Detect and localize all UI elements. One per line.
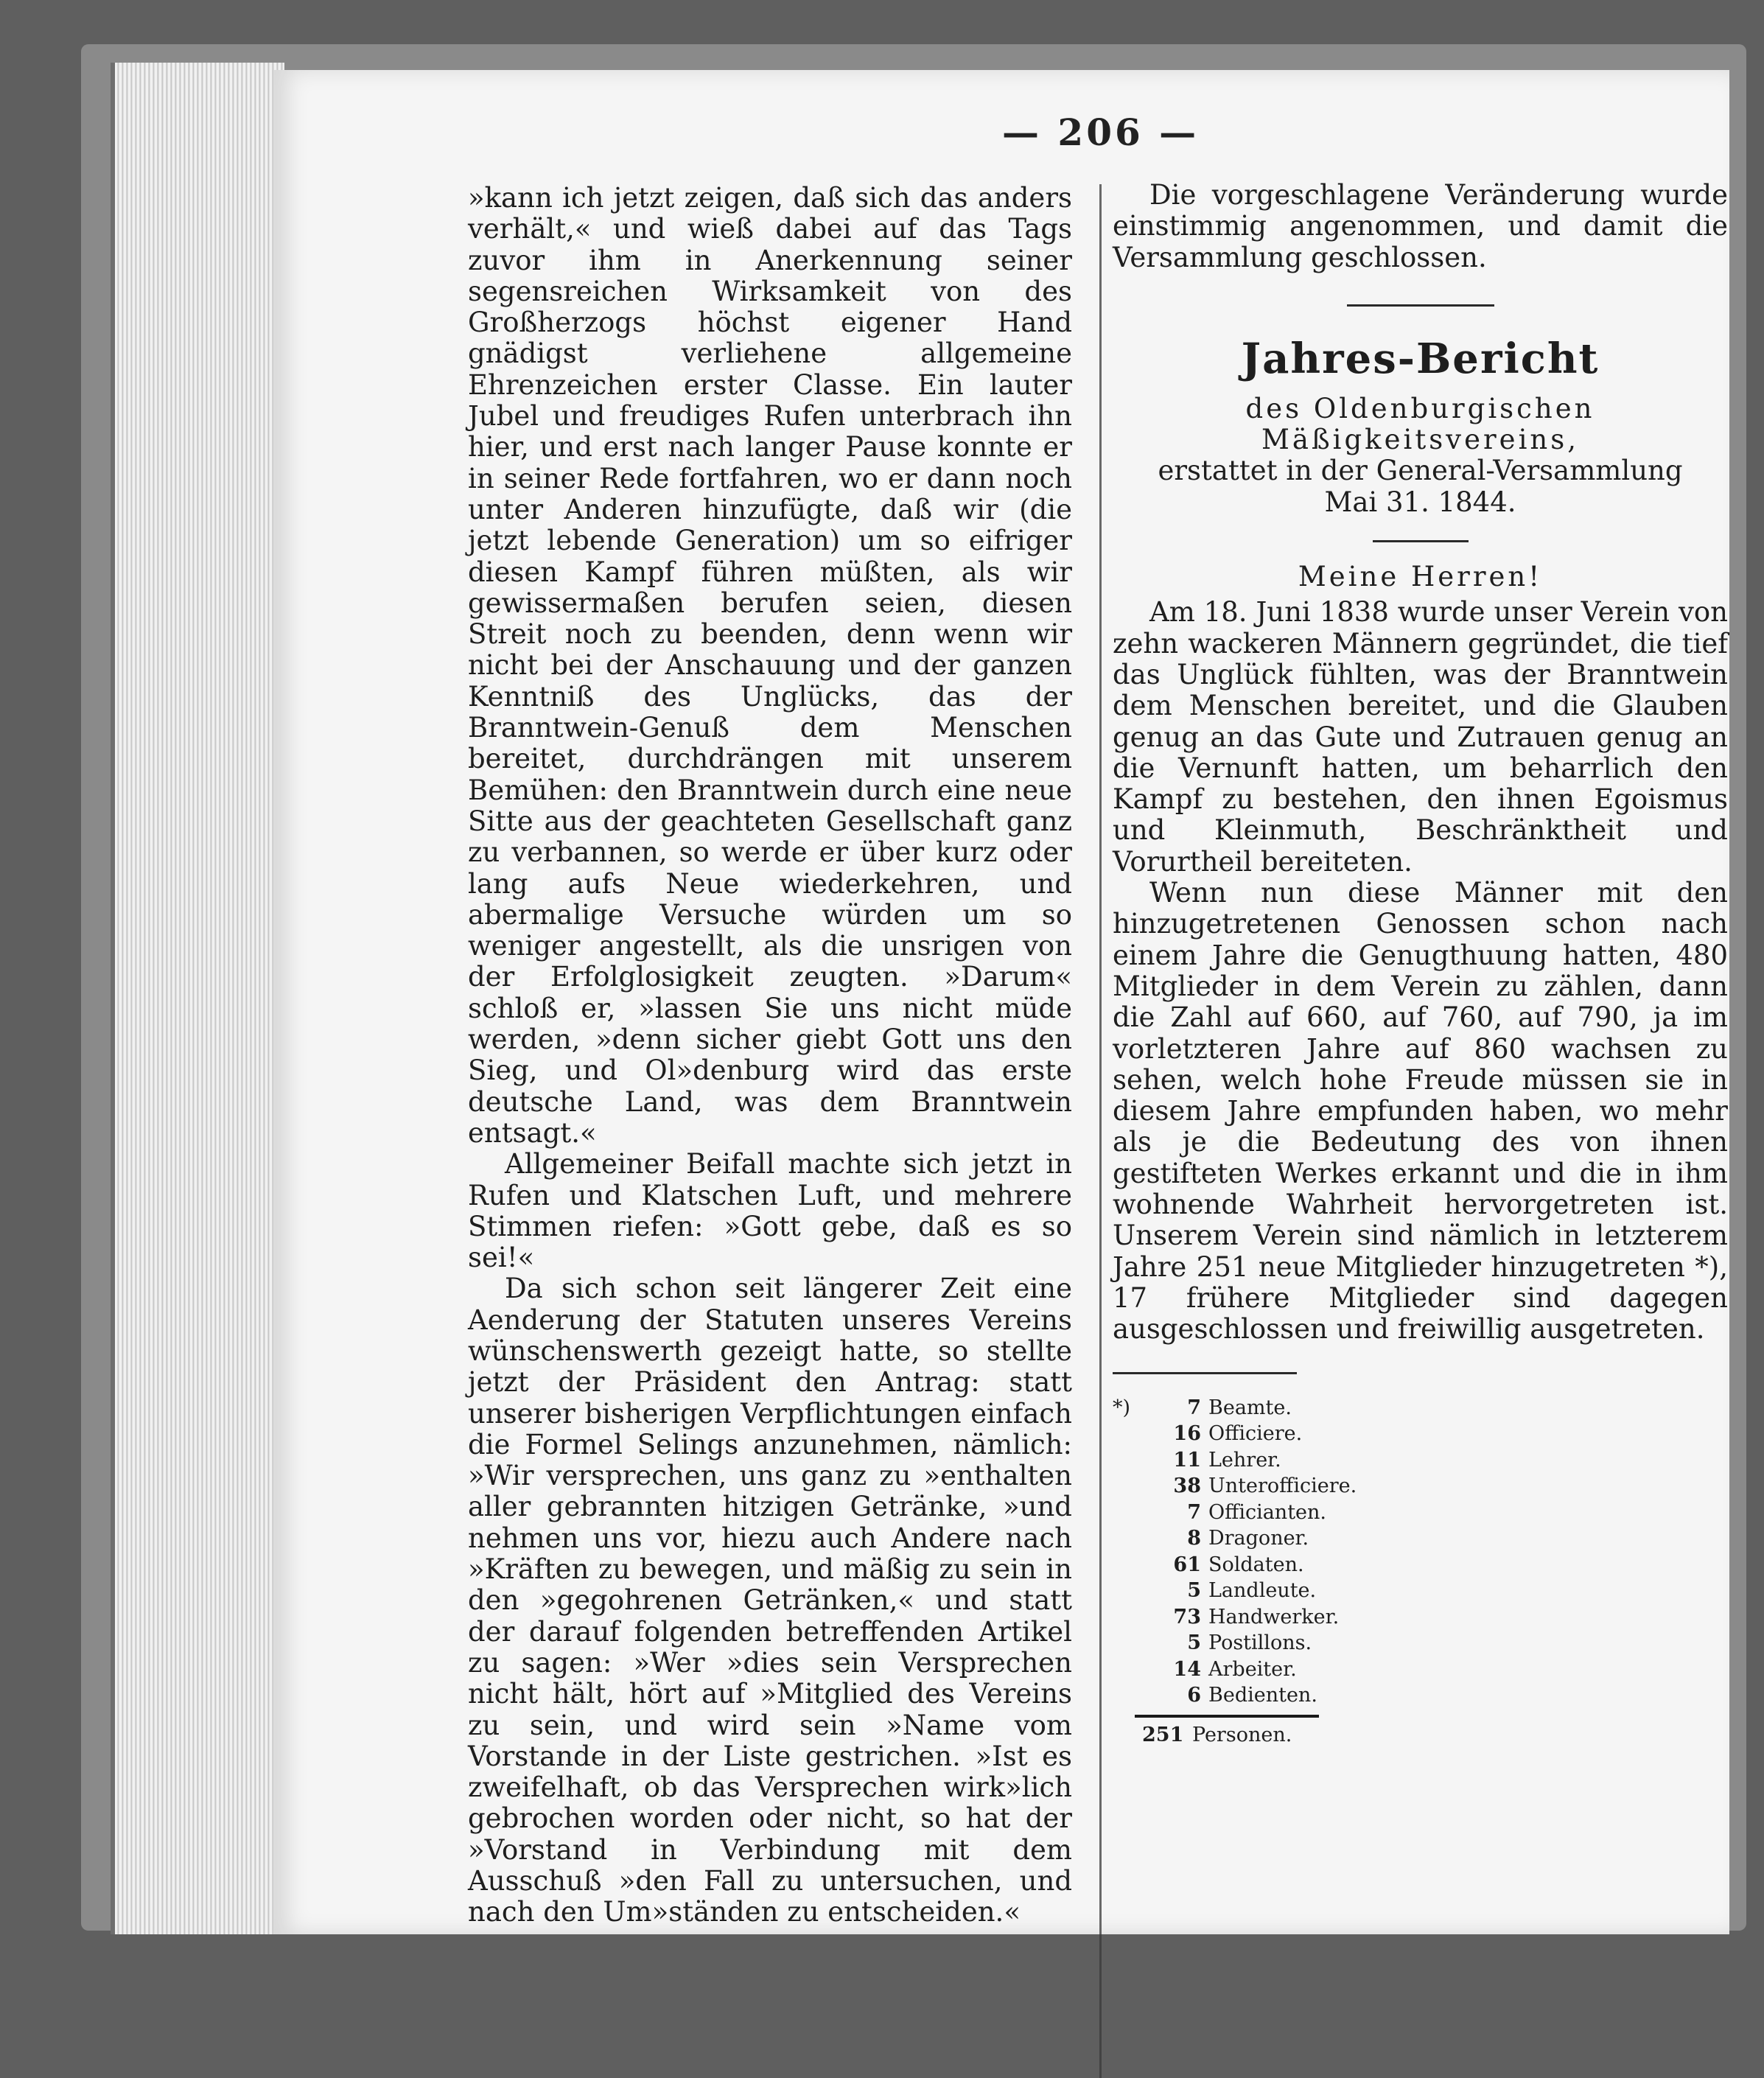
- report-subtitle: des Oldenburgischen Mäßigkeitsvereins,: [1245, 392, 1595, 456]
- footnote-row: [1113, 1657, 1728, 1683]
- page-stack-edge: [111, 63, 284, 1934]
- footnote-label: Officianten.: [1208, 1500, 1326, 1524]
- left-paragraph-1: »kann ich jetzt zeigen, daß sich das anders verhält,« und wieß dabei auf das Tags zuvor ihm in Anerkennung seiner segensreichen Wirksamkeit von des Großherzogs höchst eigener Hand gnädigst verliehene allgemeine Ehrenzeichen erster Classe. Ein lauter Jubel und freudiges Rufen unterbrach ihn hier, und erst nach langer Pause konnte er in seiner Rede fortfahren, wo er dann noch unter Anderen hinzufügte, daß wir (die jetzt lebende Generation) um so eifriger diesen Kampf führen müßten, als wir gewissermaßen berufen seien, diesen Streit noch zu beenden, denn wenn wir nicht bei der Anschauung und der ganzen Kenntniß des Unglücks, das der Branntwein-Genuß dem Menschen bereitet, durchdrängen mit unserem Bemühen: den Branntwein durch eine neue Sitte aus der geachteten Gesellschaft ganz zu verbannen, so werde er über kurz oder lang aufs Neue wiederkehren, und abermalige Versuche würden um so weniger angestellt, als die unsrigen von der Erfolglosigkeit zeugten. »Darum« schloß er, »lassen Sie uns nicht müde werden, »denn sicher giebt Gott uns den Sieg, und Ol»denburg wird das erste deutsche Land, was dem Branntwein entsagt.«: [468, 182, 1072, 1149]
- footnote: [1113, 1395, 1728, 1749]
- footnote-row: [1113, 1421, 1728, 1447]
- footnote-count: 11: [1173, 1448, 1201, 1472]
- footnote-row: [1113, 1473, 1728, 1500]
- footnote-total-count: 251: [1142, 1723, 1184, 1746]
- footnote-label: Landleute.: [1208, 1579, 1317, 1602]
- column-divider: [1099, 184, 1102, 2078]
- right-column: [1113, 180, 1728, 1748]
- footnote-row: [1113, 1552, 1728, 1578]
- report-date: Mai 31. 1844.: [1324, 486, 1516, 518]
- footnote-row: [1113, 1525, 1728, 1552]
- footnote-label: Bedienten.: [1208, 1684, 1317, 1707]
- footnote-label: Postillons.: [1208, 1631, 1312, 1654]
- footnote-count: 7: [1187, 1500, 1201, 1524]
- footnote-count: 6: [1187, 1684, 1201, 1707]
- footnote-label: Unterofficiere.: [1208, 1474, 1357, 1497]
- left-paragraph-3: Da sich schon seit längerer Zeit eine Aenderung der Statuten unseres Vereins wünschenswerth gezeigt hatte, so stellte jetzt der Präsident den Antrag: statt unserer bisherigen Verpflichtungen einfach die Formel Selings anzunehmen, nämlich: »Wir versprechen, uns ganz zu »enthalten aller gebrannten hitzigen Getränke, »und nehmen uns vor, hiezu auch Andere nach »Kräften zu bewegen, und mäßig zu sein in den »gegohrenen Getränken,« und statt der darauf folgenden betreffenden Artikel zu sagen: »Wer »dies sein Versprechen nicht hält, hört auf »Mitglied des Vereins zu sein, und wird sein »Name vom Vorstande in der Liste gestrichen. »Ist es zweifelhaft, ob das Versprechen wirk»lich gebrochen worden oder nicht, so hat der »Vorstand in Verbindung mit dem Ausschuß »den Fall zu untersuchen, und nach den Um»ständen zu entscheiden.«: [468, 1273, 1072, 1928]
- footnote-row: [1113, 1630, 1728, 1657]
- footnote-label: Arbeiter.: [1208, 1657, 1297, 1681]
- salutation: Meine Herren!: [1298, 561, 1543, 593]
- report-subtitle-2: erstattet in der General-Versammlung: [1158, 455, 1683, 487]
- report-paragraph-1: Am 18. Juni 1838 wurde unser Verein von zehn wackeren Männern gegründet, die tief das Unglück fühlten, was der Branntwein dem Menschen bereitet, und die Glauben genug an das Gute und Zutrauen genug an die Vernunft hatten, um beharrlich den Kampf zu bestehen, den ihnen Egoismus und Kleinmuth, Beschränktheit und Vorurtheil bereiteten.: [1113, 596, 1728, 878]
- footnote-row: [1113, 1578, 1728, 1604]
- footnote-count: 7: [1187, 1396, 1201, 1419]
- footnote-label: Beamte.: [1208, 1396, 1292, 1419]
- footnote-total-row: [1113, 1722, 1728, 1749]
- footnote-count: 5: [1187, 1579, 1201, 1602]
- footnote-count: 5: [1187, 1631, 1201, 1654]
- title-rule: [1373, 540, 1469, 542]
- footnote-count: 38: [1173, 1474, 1201, 1497]
- footnote-row: [1113, 1395, 1728, 1421]
- footnote-label: Handwerker.: [1208, 1605, 1340, 1629]
- footnote-count: 16: [1173, 1422, 1201, 1445]
- closing-paragraph: Die vorgeschlagene Veränderung wurde einstimmig angenommen, und damit die Versammlung geschlossen.: [1113, 179, 1728, 273]
- footnote-count: 61: [1173, 1553, 1201, 1576]
- report-paragraph-2: Wenn nun diese Männer mit den hinzugetretenen Genossen schon nach einem Jahre die Genugthuung hatten, 480 Mitglieder in dem Verein zu zählen, dann die Zahl auf 660, auf 760, auf 790, ja im vorletzteren Jahre auf 860 wachsen zu sehen, welch hohe Freude müssen sie in diesem Jahre empfunden haben, wo mehr als je die Bedeutung des von ihnen gestifteten Werkes erkannt und die in ihm wohnende Wahrheit hervorgetreten ist. Unserem Verein sind nämlich in letzterem Jahre 251 neue Mitglieder hinzugetreten *), 17 frühere Mitglieder sind dagegen ausgeschlossen und freiwillig ausgetreten.: [1113, 877, 1728, 1346]
- page-number: — 206 —: [1002, 111, 1200, 154]
- footnote-label: Officiere.: [1208, 1422, 1303, 1445]
- footnote-count: 14: [1173, 1657, 1201, 1681]
- footnote-row: [1113, 1447, 1728, 1474]
- footnote-rule: [1113, 1372, 1297, 1374]
- footnote-label: Dragoner.: [1208, 1527, 1309, 1550]
- footnote-label: Soldaten.: [1208, 1553, 1304, 1576]
- footnote-count: 8: [1187, 1527, 1201, 1550]
- section-rule: [1347, 304, 1494, 307]
- footnote-label: Lehrer.: [1208, 1448, 1281, 1472]
- left-paragraph-2: Allgemeiner Beifall machte sich jetzt in Rufen und Klatschen Luft, und mehrere Stimmen riefen: »Gott gebe, daß es so sei!«: [468, 1148, 1072, 1274]
- footnote-row: [1113, 1500, 1728, 1526]
- footnote-count: 73: [1173, 1605, 1201, 1629]
- footnote-mark: *): [1113, 1396, 1131, 1419]
- footnote-row: [1113, 1682, 1728, 1709]
- left-column: [468, 183, 1072, 1928]
- footnote-row: [1113, 1604, 1728, 1631]
- report-title: Jahres-Bericht: [1241, 334, 1600, 383]
- footnote-total-label: Personen.: [1192, 1723, 1292, 1746]
- footnote-total-rule: [1135, 1715, 1319, 1718]
